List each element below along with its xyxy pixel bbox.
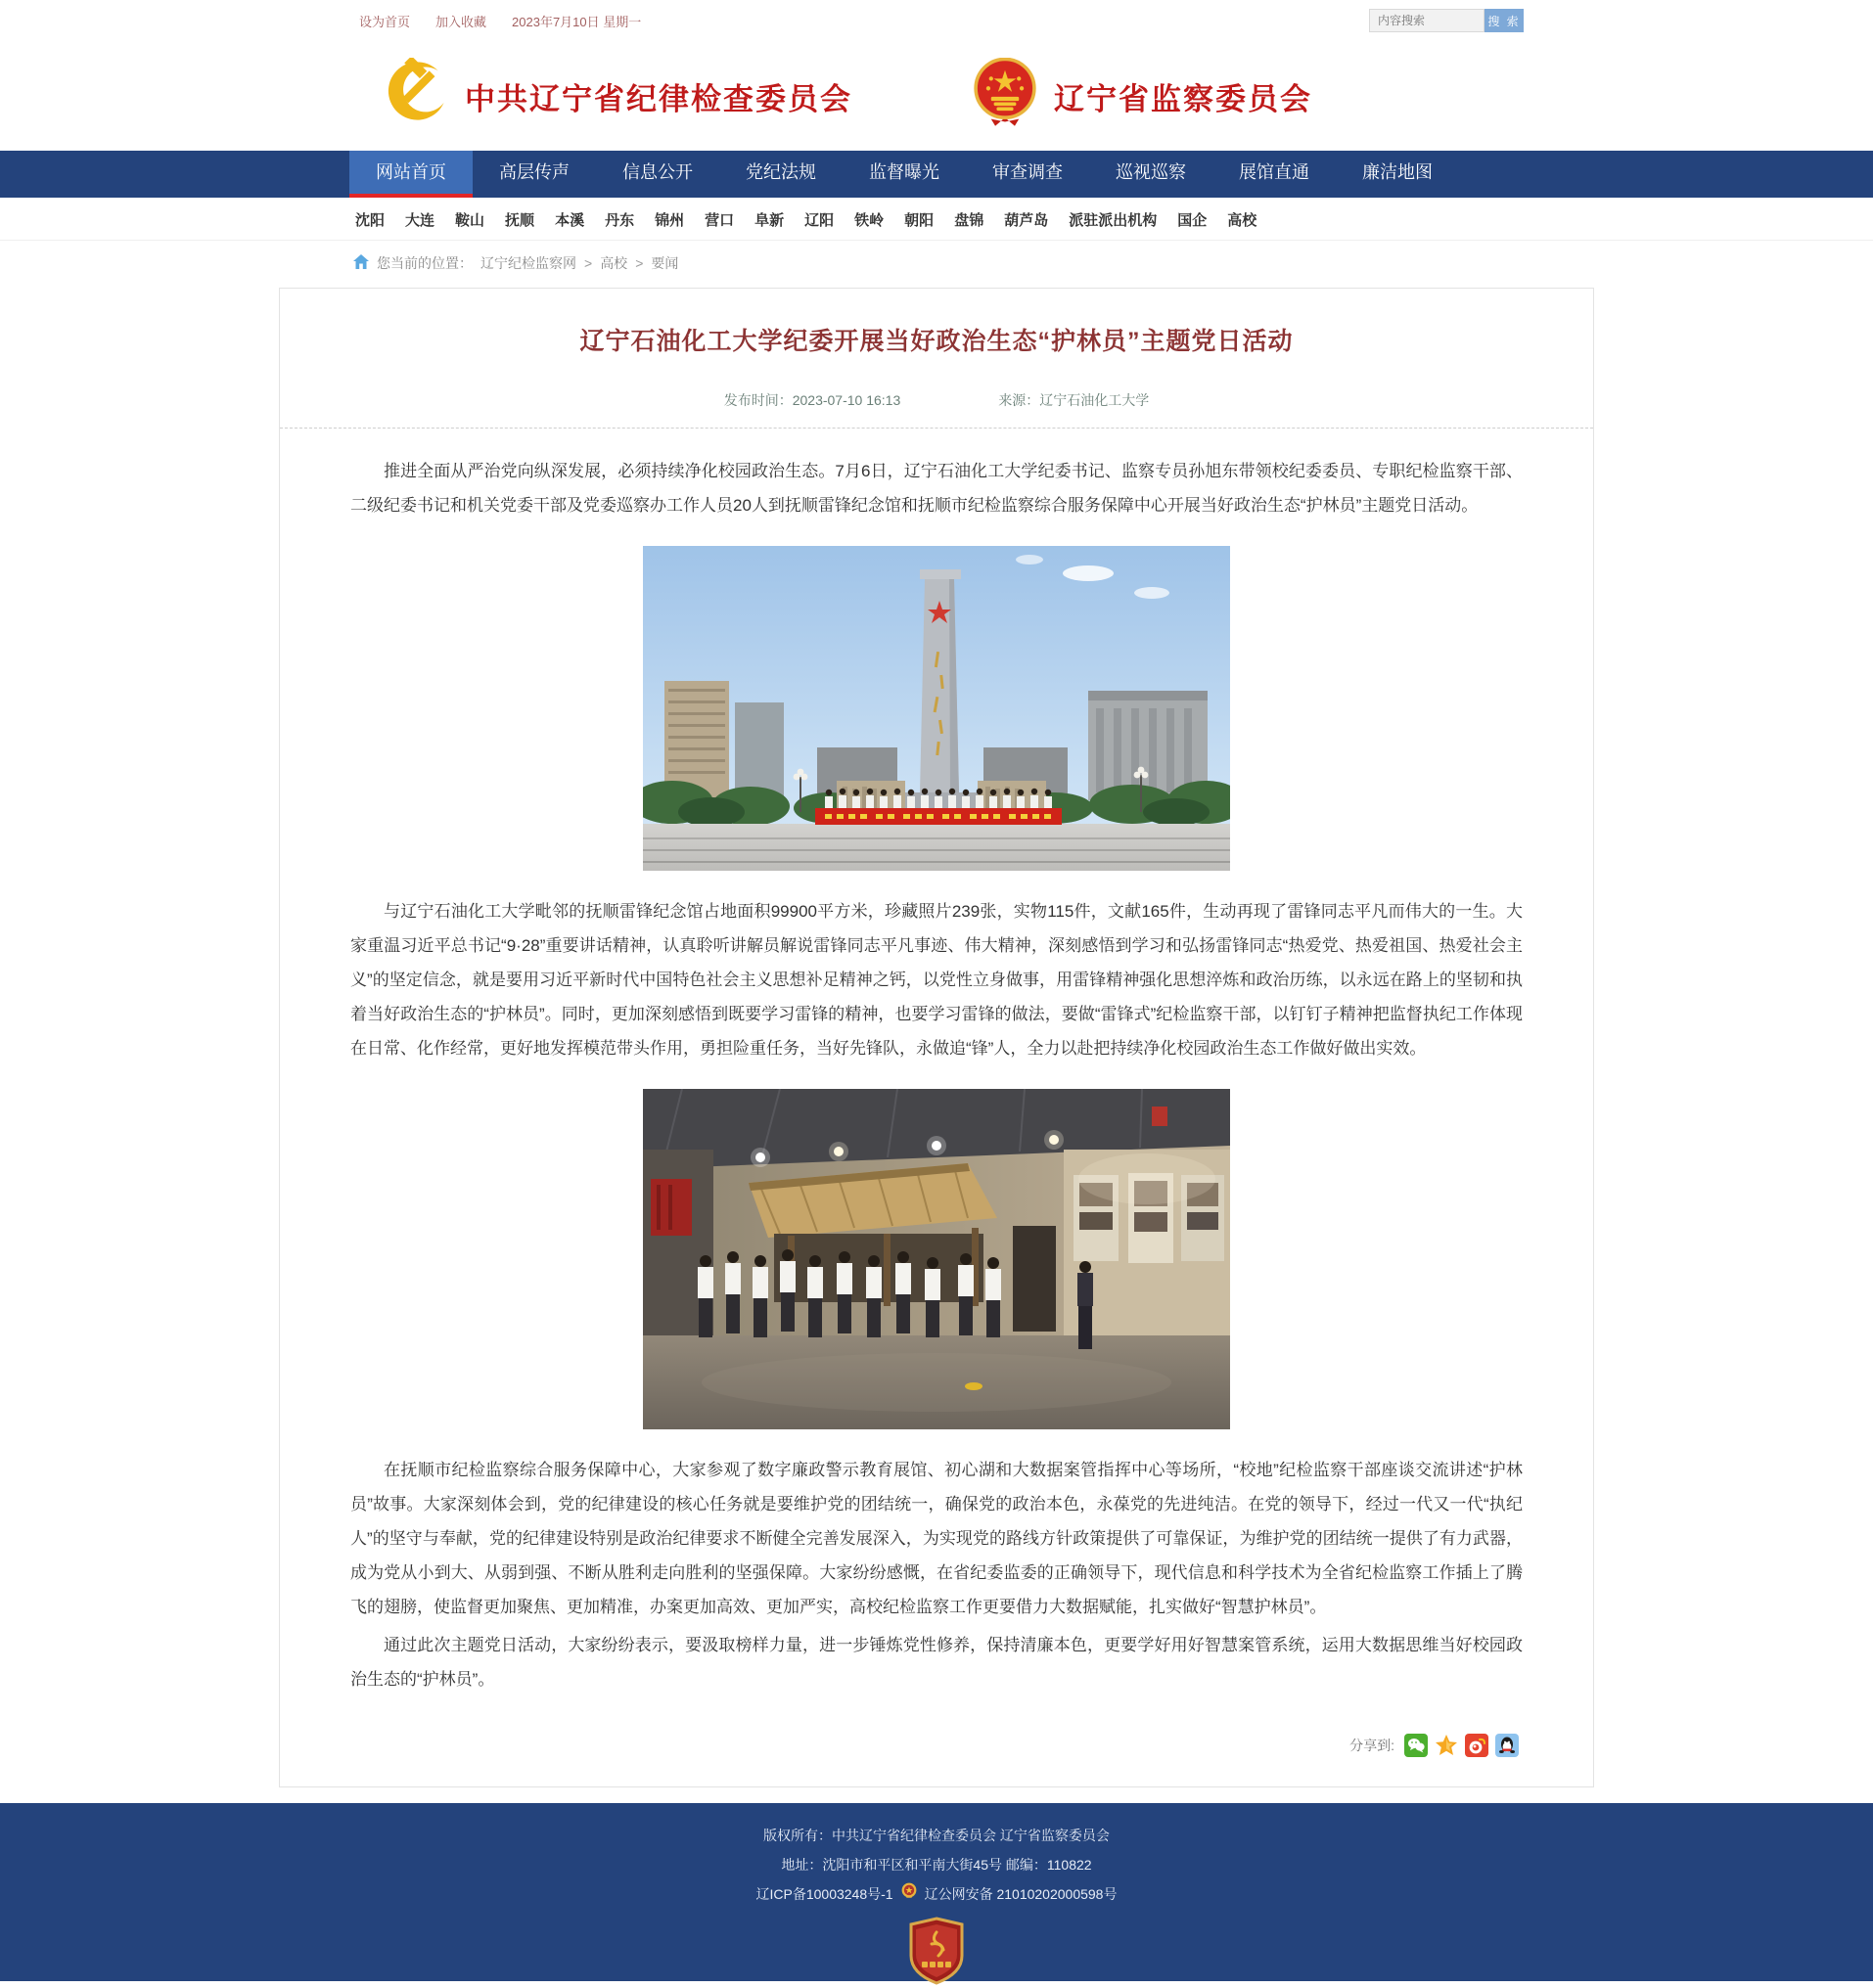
subnav-item[interactable]: 国企 [1177, 211, 1208, 229]
national-emblem-icon [970, 58, 1040, 135]
breadcrumb [0, 241, 1873, 286]
party-emblem-icon [379, 58, 451, 135]
set-home-link[interactable]: 设为首页 [359, 14, 411, 29]
topbar [0, 0, 1873, 41]
supervision-logo-group[interactable] [970, 58, 1312, 135]
footer-copyright: 版权所有：中共辽宁省纪律检查委员会 辽宁省监察委员会 [763, 1828, 1110, 1843]
article-paragraph: 在抚顺市纪检监察综合服务保障中心，大家参观了数字廉政警示教育展馆、初心湖和大数据案管指挥中心等场所，“校地”纪检监察干部座谈交流讲述“护林员”故事。大家深刻体会到，党的纪律建设的核心任务就是要维护党的团结统一，确保党的政治本色，永葆党的先进纯洁。在党的领导下，经过一代又一代“执纪人”的坚守与奉献，党的纪律建设特别是政治纪律要求不断健全完善发展深入，为实现党的路线方针政策提供了可靠保证，为维护党的团结统一提供了有力武器，成为党从小到大、从弱到强、不断从胜利走向胜利的坚强保障。大家纷纷感慨，在省纪委监委的正确领导下，现代信息和科学技术为全省纪检监察工作插上了腾飞的翅膀，使监督更加聚焦、更加精准，办案更加高效、更加严实，高校纪检监察工作更要借力大数据赋能，扎实做好“智慧护林员”。 [350, 1461, 1523, 1616]
home-icon[interactable] [353, 254, 369, 272]
subnav-item[interactable]: 辽阳 [804, 211, 835, 229]
subnav-item[interactable]: 营口 [705, 211, 735, 229]
photo-leifeng-memorial [350, 546, 1523, 871]
subnav-item[interactable]: 锦州 [655, 211, 685, 229]
subnav-item[interactable]: 大连 [405, 211, 435, 229]
nav-item-inspection[interactable]: 巡视巡察 [1116, 162, 1186, 182]
footer [0, 1803, 1873, 1981]
footer-shield-emblem[interactable] [0, 1917, 1873, 1988]
nav-item-review-investigation[interactable]: 审查调查 [992, 162, 1063, 182]
cdi-title: 中共辽宁省纪律检查委员会 [465, 81, 852, 116]
weibo-share-icon[interactable] [1465, 1734, 1488, 1757]
article-paragraph: 通过此次主题党日活动，大家纷纷表示，要汲取榜样力量，进一步锤炼党性修养，保持清廉本色，更要学好用好智慧案管系统，运用大数据思维当好校园政治生态的“护林员”。 [350, 1636, 1523, 1689]
photo-museum-interior [350, 1089, 1523, 1429]
nav-item-home[interactable]: 网站首页 [349, 151, 473, 198]
article-source: 来源：辽宁石油化工大学 [998, 392, 1150, 408]
subnav-item[interactable]: 铁岭 [854, 211, 885, 229]
meta-divider [280, 428, 1593, 429]
subnav-item[interactable]: 本溪 [555, 211, 585, 229]
subnav-item[interactable]: 盘锦 [954, 211, 984, 229]
article-body [350, 454, 1523, 1757]
site-header [0, 41, 1873, 151]
nav-item-supervision-exposure[interactable]: 监督曝光 [869, 162, 939, 182]
breadcrumb-separator: > [584, 255, 593, 271]
breadcrumb-page-link[interactable]: 要闻 [651, 255, 679, 271]
article-paragraph: 与辽宁石油化工大学毗邻的抚顺雷锋纪念馆占地面积99900平方米，珍藏照片239张，实物115件，文献165件，生动再现了雷锋同志平凡而伟大的一生。大家重温习近平总书记“9·28”重要讲话精神，认真聆听讲解员解说雷锋同志平凡事迹、伟大精神，深刻感悟到学习和弘扬雷锋同志“热爱党、热爱祖国、热爱社会主义”的坚定信念，就是要用习近平新时代中国特色社会主义思想补足精神之钙，以党性立身做事，用雷锋精神强化思想淬炼和政治历练，以永远在路上的坚韧和执着当好政治生态的“护林员”。同时，更加深刻感悟到既要学习雷锋的精神，也要学习雷锋的做法，要做“雷锋式”纪检监察干部，以钉钉子精神把监督执纪工作体现在日常、化作经常，更好地发挥模范带头作用，勇担险重任务，当好先锋队，永做追“锋”人，全力以赴把持续净化校园政治生态工作做好做出实效。 [350, 902, 1523, 1058]
cdi-logo-group[interactable] [379, 58, 852, 135]
nav-item-exhibition-hall[interactable]: 展馆直通 [1239, 162, 1309, 182]
subnav-item[interactable]: 阜新 [754, 211, 785, 229]
qzone-share-icon[interactable] [1435, 1734, 1458, 1757]
footer-police-link[interactable]: 辽公网安备 21010202000598号 [924, 1886, 1118, 1902]
search-input[interactable] [1369, 9, 1485, 32]
article-container [279, 288, 1594, 1787]
current-date: 2023年7月10日 星期一 [512, 14, 642, 29]
subnav-item[interactable]: 葫芦岛 [1004, 211, 1049, 229]
qq-share-icon[interactable] [1495, 1734, 1519, 1757]
breadcrumb-section-link[interactable]: 高校 [600, 255, 628, 271]
breadcrumb-prefix: 您当前的位置： [377, 255, 473, 271]
subnav-item[interactable]: 丹东 [605, 211, 635, 229]
nav-item-info-disclosure[interactable]: 信息公开 [622, 162, 693, 182]
footer-address: 地址：沈阳市和平区和平南大街45号 邮编：110822 [781, 1857, 1092, 1873]
subnav-item[interactable]: 鞍山 [455, 211, 485, 229]
footer-icp-link[interactable]: 辽ICP备10003248号-1 [755, 1886, 893, 1902]
nav-item-integrity-map[interactable]: 廉洁地图 [1362, 162, 1433, 182]
police-badge-icon [901, 1879, 917, 1909]
share-bar [350, 1734, 1523, 1757]
subnav-item[interactable]: 沈阳 [355, 211, 386, 229]
region-subnav [0, 198, 1873, 241]
subnav-item[interactable]: 朝阳 [904, 211, 935, 229]
main-nav [0, 151, 1873, 198]
subnav-item[interactable]: 高校 [1227, 211, 1257, 229]
add-favorite-link[interactable]: 加入收藏 [435, 14, 487, 29]
nav-item-discipline-regulations[interactable]: 党纪法规 [746, 162, 816, 182]
article-paragraph: 推进全面从严治党向纵深发展，必须持续净化校园政治生态。7月6日，辽宁石油化工大学纪委书记、监察专员孙旭东带领校纪委委员、专职纪检监察干部、二级纪委书记和机关党委干部及党委巡察办工作人员20人到抚顺雷锋纪念馆和抚顺市纪检监察综合服务保障中心开展当好政治生态“护林员”主题党日活动。 [350, 462, 1523, 515]
search-button[interactable]: 搜 索 [1485, 9, 1524, 32]
subnav-item[interactable]: 派驻派出机构 [1069, 211, 1158, 229]
wechat-share-icon[interactable] [1404, 1734, 1428, 1757]
supervision-title: 辽宁省监察委员会 [1054, 81, 1312, 116]
share-label: 分享到: [1349, 1738, 1394, 1753]
breadcrumb-separator: > [635, 255, 644, 271]
publish-time: 发布时间：2023-07-10 16:13 [723, 392, 901, 408]
article-title: 辽宁石油化工大学纪委开展当好政治生态“护林员”主题党日活动 [579, 328, 1294, 355]
breadcrumb-site-link[interactable]: 辽宁纪检监察网 [480, 255, 576, 271]
subnav-item[interactable]: 抚顺 [505, 211, 535, 229]
nav-item-voices[interactable]: 高层传声 [499, 162, 570, 182]
